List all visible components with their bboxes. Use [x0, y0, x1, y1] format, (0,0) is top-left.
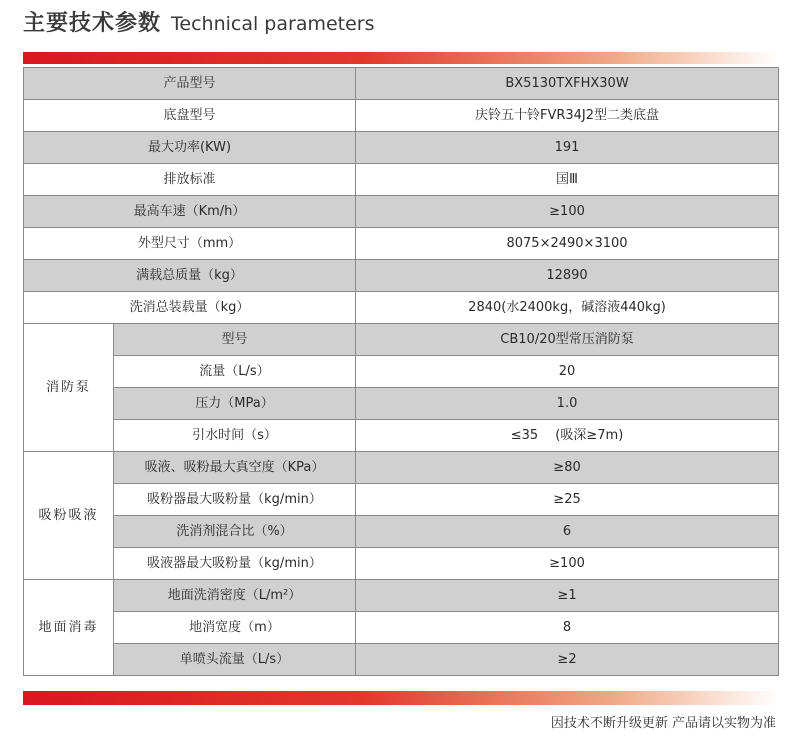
group-label-fire-pump: 消防泵 [24, 324, 114, 452]
table-row [24, 228, 779, 260]
page-subtitle: Technical parameters [171, 13, 375, 35]
table-row [24, 516, 779, 548]
param-value: 8075×2490×3100 [356, 228, 779, 260]
param-value: 2840(水2400kg，碱溶液440kg) [356, 292, 779, 324]
param-value: ≤35 (吸深≥7m) [356, 420, 779, 452]
param-value: ≥100 [356, 196, 779, 228]
table-row [24, 612, 779, 644]
table-row [24, 324, 779, 356]
param-label: 型号 [114, 324, 356, 356]
param-label: 压力（MPa） [114, 388, 356, 420]
table-row [24, 132, 779, 164]
table-row [24, 164, 779, 196]
page-header [23, 6, 375, 40]
table-row [24, 420, 779, 452]
param-value: 20 [356, 356, 779, 388]
param-value: 6 [356, 516, 779, 548]
table-row [24, 484, 779, 516]
param-label: 外型尺寸（mm） [24, 228, 356, 260]
param-label: 最大功率(KW) [24, 132, 356, 164]
param-label: 吸粉器最大吸粉量（kg/min） [114, 484, 356, 516]
param-value: ≥100 [356, 548, 779, 580]
param-value: 8 [356, 612, 779, 644]
table-row [24, 196, 779, 228]
param-label: 产品型号 [24, 68, 356, 100]
table-row [24, 292, 779, 324]
param-value: ≥2 [356, 644, 779, 676]
param-label: 流量（L/s） [114, 356, 356, 388]
param-label: 吸液器最大吸粉量（kg/min） [114, 548, 356, 580]
group-label-powder-liquid: 吸粉吸液 [24, 452, 114, 580]
table-row [24, 548, 779, 580]
param-label: 底盘型号 [24, 100, 356, 132]
table-row [24, 644, 779, 676]
table-row [24, 356, 779, 388]
param-label: 地消宽度（m） [114, 612, 356, 644]
param-value: BX5130TXFHX30W [356, 68, 779, 100]
param-value: CB10/20型常压消防泵 [356, 324, 779, 356]
param-label: 引水时间（s） [114, 420, 356, 452]
parameters-table [23, 67, 779, 676]
param-label: 单喷头流量（L/s） [114, 644, 356, 676]
top-accent-bar [23, 52, 778, 64]
param-value: 191 [356, 132, 779, 164]
param-label: 地面洗消密度（L/m²） [114, 580, 356, 612]
param-value: 国Ⅲ [356, 164, 779, 196]
group-label-ground-disinfection: 地面消毒 [24, 580, 114, 676]
table-row [24, 452, 779, 484]
param-value: ≥1 [356, 580, 779, 612]
param-value: 12890 [356, 260, 779, 292]
param-value: ≥25 [356, 484, 779, 516]
table-row [24, 260, 779, 292]
table-row [24, 388, 779, 420]
bottom-accent-bar [23, 691, 778, 705]
table-row [24, 68, 779, 100]
param-label: 洗消总装载量（kg） [24, 292, 356, 324]
table-row [24, 100, 779, 132]
footer-note: 因技术不断升级更新 产品请以实物为准 [550, 716, 776, 731]
param-value: ≥80 [356, 452, 779, 484]
param-value: 庆铃五十铃FVR34J2型二类底盘 [356, 100, 779, 132]
page-title: 主要技术参数 [23, 11, 162, 36]
param-label: 吸液、吸粉最大真空度（KPa） [114, 452, 356, 484]
param-value: 1.0 [356, 388, 779, 420]
param-label: 排放标准 [24, 164, 356, 196]
param-label: 洗消剂混合比（%） [114, 516, 356, 548]
param-label: 满载总质量（kg） [24, 260, 356, 292]
param-label: 最高车速（Km/h） [24, 196, 356, 228]
table-row [24, 580, 779, 612]
